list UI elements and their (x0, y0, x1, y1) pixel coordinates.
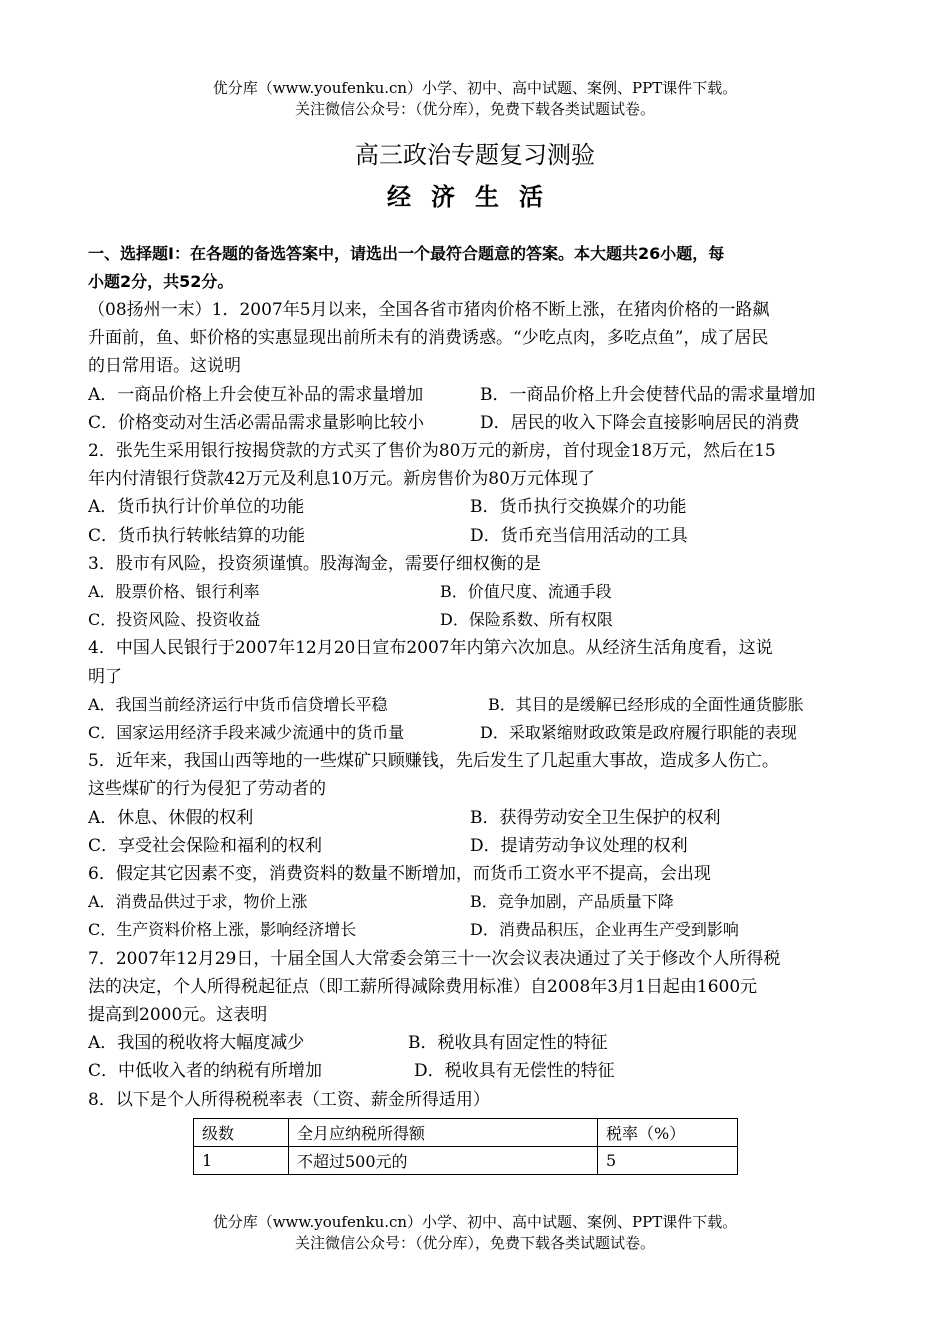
option-c: C．享受社会保险和福利的权利 (88, 835, 323, 856)
table-cell: 不超过500元的 (289, 1147, 598, 1175)
option-b: B．其目的是缓解已经形成的全面性通货膨胀 (488, 694, 804, 714)
question-5 (88, 747, 864, 860)
option-d: D．居民的收入下降会直接影响居民的消费 (480, 412, 800, 433)
option-d: D．货币充当信用活动的工具 (470, 525, 688, 546)
option-d: D．税收具有无偿性的特征 (414, 1061, 615, 1082)
question-stem-line: 这些煤矿的行为侵犯了劳动者的 (88, 779, 326, 800)
question-6 (88, 860, 864, 945)
option-row (88, 381, 864, 409)
option-c: C．投资风险、投资收益 (88, 610, 261, 630)
question-stem-line: 6．假定其它因素不变，消费资料的数量不断增加，而货币工资水平不提高，会出现 (88, 864, 711, 885)
option-row (88, 832, 864, 860)
table-header-cell: 税率（%） (598, 1119, 738, 1147)
section-heading-line-2: 小题2分，共52分。 (88, 272, 234, 291)
option-row (88, 522, 864, 550)
page-footer (0, 1212, 950, 1254)
option-a: A．我国的税收将大幅度减少 (88, 1033, 305, 1054)
question-8 (88, 1086, 864, 1114)
section-heading (88, 240, 864, 296)
option-row (88, 606, 864, 634)
option-d: D．消费品积压，企业再生产受到影响 (470, 920, 739, 940)
option-row (88, 1029, 864, 1057)
section-heading-line-1: 一、选择题Ⅰ：在各题的备选答案中，请选出一个最符合题意的答案。本大题共26小题，每 (88, 244, 725, 263)
table-cell: 5 (598, 1147, 738, 1175)
page-subtitle: 经济生活 (387, 183, 563, 211)
option-row (88, 493, 864, 521)
page-title: 高三政治专题复习测验 (355, 141, 595, 169)
option-row (88, 888, 864, 916)
table-header-cell: 级数 (194, 1119, 289, 1147)
question-1 (88, 296, 864, 437)
option-c: C．中低收入者的纳税有所增加 (88, 1061, 323, 1082)
option-a: A．消费品供过于求，物价上涨 (88, 892, 308, 912)
question-stem-line: 7．2007年12月29日，十届全国人大常委会第三十一次会议表决通过了关于修改个人所得税 (88, 948, 781, 969)
option-row (88, 719, 864, 747)
table-row (194, 1147, 738, 1175)
question-stem-line: 法的决定，个人所得税起征点（即工薪所得减除费用标准）自2008年3月1日起由1600元 (88, 976, 758, 997)
question-2 (88, 437, 864, 550)
option-c: C．价格变动对生活必需品需求量影响比较小 (88, 412, 425, 433)
question-stem-line: 明了 (88, 666, 122, 687)
option-d: D．保险系数、所有权限 (440, 610, 613, 630)
question-stem-line: 的日常用语。这说明 (88, 356, 241, 377)
option-b: B．获得劳动安全卫生保护的权利 (470, 807, 721, 828)
option-c: C．国家运用经济手段来减少流通中的货币量 (88, 723, 405, 743)
option-b: B．价值尺度、流通手段 (440, 582, 612, 602)
option-b: B．货币执行交换媒介的功能 (470, 497, 687, 518)
footer-line-1: 优分库（www.youfenku.cn）小学、初中、高中试题、案例、PPT课件下载。 (212, 1213, 738, 1231)
question-7 (88, 945, 864, 1086)
question-stem-line: 提高到2000元。这表明 (88, 1005, 268, 1026)
question-stem-line: 4．中国人民银行于2007年12月20日宣布2007年内第六次加息。从经济生活角度看，这说 (88, 638, 773, 659)
question-stem-line: 升面前，鱼、虾价格的实惠显现出前所未有的消费诱惑。“少吃点肉，多吃点鱼”，成了居民 (88, 328, 769, 349)
page-header (0, 78, 950, 120)
table-header-row (194, 1119, 738, 1147)
option-a: A．我国当前经济运行中货币信贷增长平稳 (88, 694, 388, 714)
table-header-cell: 全月应纳税所得额 (289, 1119, 598, 1147)
option-a: A．一商品价格上升会使互补品的需求量增加 (88, 384, 424, 405)
question-stem-line: 8．以下是个人所得税税率表（工资、薪金所得适用） (88, 1089, 490, 1110)
header-line-2: 关注微信公众号：（优分库），免费下载各类试题试卷。 (294, 100, 655, 118)
option-a: A．休息、休假的权利 (88, 807, 254, 828)
option-b: B．税收具有固定性的特征 (408, 1033, 608, 1054)
table-cell: 1 (194, 1147, 289, 1175)
option-row (88, 691, 864, 719)
option-c: C．货币执行转帐结算的功能 (88, 525, 306, 546)
option-d: D．采取紧缩财政政策是政府履行职能的表现 (480, 723, 797, 743)
question-4 (88, 634, 864, 747)
question-stem-line: （08扬州一末）1．2007年5月以来，全国各省市猪肉价格不断上涨，在猪肉价格的一路飙 (88, 300, 770, 320)
question-stem-line: 年内付清银行贷款42万元及利息10万元。新房售价为80万元体现了 (88, 469, 595, 490)
question-stem-line: 2．张先生采用银行按揭贷款的方式买了售价为80万元的新房，首付现金18万元，然后在15 (88, 441, 776, 462)
header-line-1: 优分库（www.youfenku.cn）小学、初中、高中试题、案例、PPT课件下载。 (212, 79, 738, 97)
option-row (88, 578, 864, 606)
question-stem-line: 5．近年来，我国山西等地的一些煤矿只顾赚钱，先后发生了几起重大事故，造成多人伤亡。 (88, 751, 779, 772)
option-a: A．货币执行计价单位的功能 (88, 497, 305, 518)
option-b: B．竞争加剧，产品质量下降 (470, 892, 674, 912)
option-b: B．一商品价格上升会使替代品的需求量增加 (480, 384, 816, 405)
option-d: D．提请劳动争议处理的权利 (470, 835, 688, 856)
tax-rate-table (193, 1118, 738, 1175)
option-row (88, 1057, 864, 1085)
exam-content (88, 240, 864, 1114)
option-row (88, 916, 864, 944)
footer-line-2: 关注微信公众号：（优分库），免费下载各类试题试卷。 (294, 1234, 655, 1252)
question-3 (88, 550, 864, 635)
option-a: A．股票价格、银行利率 (88, 582, 260, 602)
option-row (88, 409, 864, 437)
option-row (88, 804, 864, 832)
option-c: C．生产资料价格上涨，影响经济增长 (88, 920, 357, 940)
question-stem-line: 3．股市有风险，投资须谨慎。股海淘金，需要仔细权衡的是 (88, 553, 541, 574)
